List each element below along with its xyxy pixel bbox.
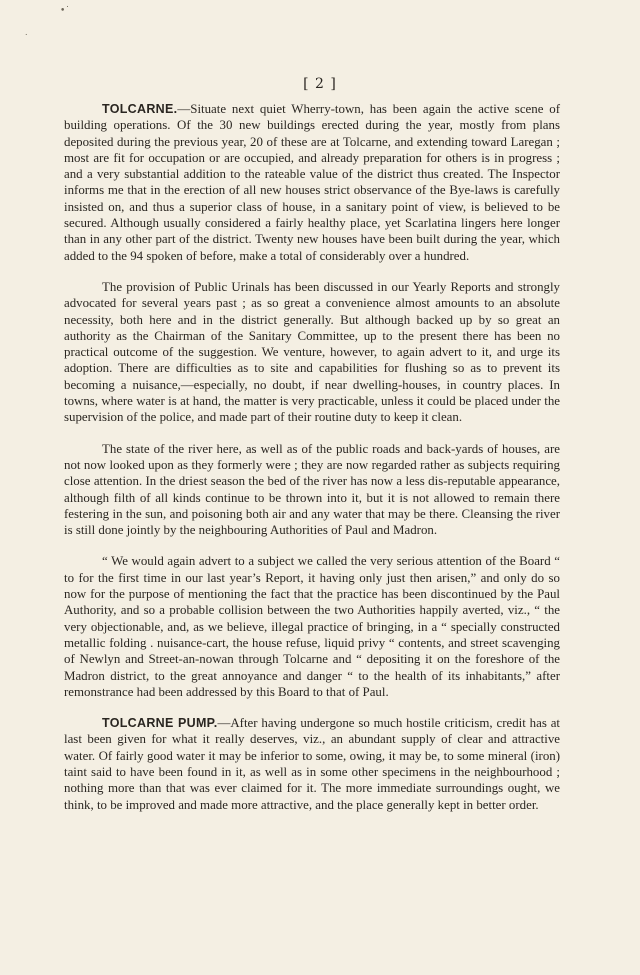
paragraph-river (64, 441, 560, 539)
page-number: [ 2 ] (303, 76, 337, 92)
paragraph-tolcarne-pump-text: —After having undergone so much hostile criticism, credit has at last been given for what it really deserves, viz., an abundant supply of clear and attractive water. Of fairly good water it may be inferior to some, owing, it may be, to some mineral (iron) taint said to have been found in it, as well as in some other specimens in the neighbourhood ; nothing more than that was ever claimed for it. The more immediate surroundings ought, we think, to be improved and made more attractive, and the place generally kept in better order. (64, 716, 560, 812)
paragraph-urinals-text: The provision of Public Urinals has been discussed in our Yearly Reports and strongly advocated for several years past ; as so great a convenience almost amounts to an absolute necessity, both here and in the district generally. But although backed up by so great an authority as the Chairman of the Sanitary Committee, up to the present there has been no practical outcome of the suggestion. We venture, however, to again advert to it, and urge its adoption. There are difficulties as to site and capabilities for flushing so as to prevent its becoming a nuisance,—especially, no doubt, if near dwelling-houses, in country places. In towns, where water is at hand, the matter is very practicable, unless it could be placed under the supervision of the police, and made part of their routine duty to keep it clean. (64, 279, 560, 425)
paragraph-river-text: The state of the river here, as well as of the public roads and back-yards of houses, are not now looked upon as they formerly were ; they are now regarded rather as subjects requiring close attention. In the driest season the bed of the river has now a less dis-reputable appearance, although filth of all kinds continue to be thrown into it, but it is not allowed to remain there festering in the sun, and poisoning both air and any water that may be there. Cleansing the river is still done jointly by the neighbouring Authorities of Paul and Madron. (64, 441, 560, 538)
heading-tolcarne-pump: TOLCARNE PUMP. (102, 716, 218, 731)
paragraph-urinals (64, 279, 560, 426)
left-speck: ˙ (24, 34, 29, 44)
paragraph-tolcarne-text: —Situate next quiet Wherry-town, has been again the active scene of building operations. Of the 30 new buildings erected during the year, mostly from plans deposited during the previous year, 20 of these are at Tolcarne, and extending toward Laregan ; most are fit for occupation or are occupied, and already preparation for others is in progress ; and a very substantial addition to the rateable value of the district thus created. The Inspector informs me that in the erection of all new houses strict observance of the Bye-laws is carefully insisted on, and thus a superior class of house, in a sanitary point of view, is believed to be secured. Although usually considered a fairly healthy place, yet Scarlatina lingers here longer than in any other part of the district. Twenty new houses have been built during the year, which added to the 94 spoken of before, make a total of considerably over a hundred. (64, 102, 560, 263)
top-specks: •˙ (60, 6, 70, 16)
paragraph-quotation (64, 553, 560, 700)
paragraph-quotation-text: “ We would again advert to a subject we called the very serious attention of the Board “ to for the first time in our last year’s Report, it having only just then arisen,” and only do so now for the purpose of mentioning the fact that the practice has been discontinued by the Paul Authority, and so a probable collision between the two Authorities happily averted, viz., “ the very objectionable, and, as we believe, illegal practice of bringing, in a “ specially constructed metallic folding . nuisance-cart, the house refuse, liquid privy “ contents, and street scavenging of Newlyn and Street-an-nowan through Tolcarne and “ depositing it on the foreshore of the Madron district, to the great annoyance and danger “ to the health of its inhabitants,” after remonstrance had been addressed by this Board to that of Paul. (64, 554, 560, 699)
paragraph-tolcarne-pump (64, 715, 560, 813)
heading-tolcarne: TOLCARNE. (102, 102, 178, 116)
body-text (64, 101, 560, 813)
paragraph-tolcarne (64, 101, 560, 264)
